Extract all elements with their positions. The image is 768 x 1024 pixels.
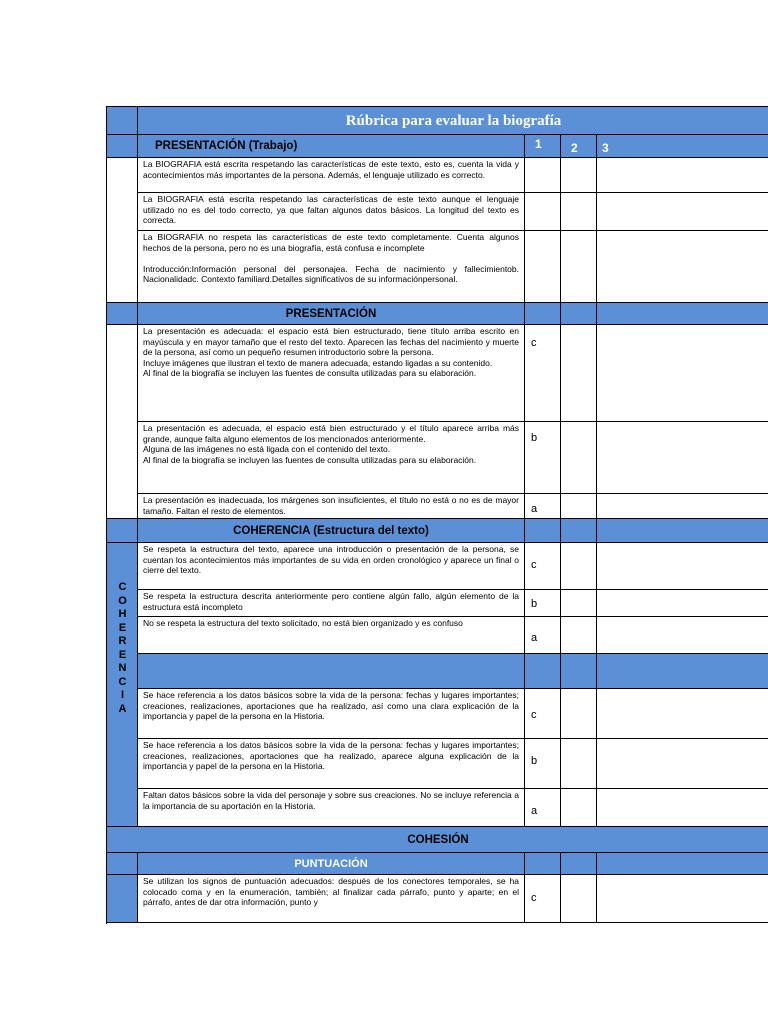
criterion-text: Se respeta la estructura del texto, aparece una introducción o presentación de la persona, se cuentan los acontecimientos más importantes de su vida en orden cronológico y aparece un final o cierre del texto. <box>138 543 525 590</box>
column-cell <box>597 303 768 325</box>
column-cell <box>525 519 561 543</box>
column-cell <box>561 654 597 689</box>
criterion-text: Se hace referencia a los datos básicos sobre la vida de la persona: fechas y lugares importantes; creaciones, realizaciones, aportaciones que ha realizado, así como una clara explicación de la importancia y papel de la persona en la Historia. <box>138 689 525 739</box>
coherencia-vertical-label: C O H E R E N C I A <box>118 581 127 715</box>
criterion-text: Se utilizan los signos de puntuación adecuados: después de los conectores temporales, se ha colocado coma y en la enumeración, también; al finalizar cada párrafo, punto y aparte; en el párrafo, antes de dar otra información, punto y <box>138 875 525 923</box>
column-cell <box>525 853 561 875</box>
left-column-cell <box>107 853 138 875</box>
left-column-cell <box>107 107 138 135</box>
score-label: b <box>525 422 561 494</box>
score-cell-3 <box>597 590 768 617</box>
criterion-text: La presentación es inadecuada, los márgenes son insuficientes, el título no está o no es de mayor tamaño. Faltan el resto de elementos. <box>138 494 525 519</box>
section-header-4: COHESIÓN <box>107 827 768 853</box>
criterion-text: La presentación es adecuada, el espacio está bien estructurado y el título aparece arriba más grande, aunque falta alguno elementos de los mencionados anteriormente. Alguna de las imágenes no está ligada con el contenido del texto. Al final de la biografía se incluyen las fuentes de consulta utilizadas para su elaboración. <box>138 422 525 494</box>
left-column-cell <box>107 303 138 325</box>
score-cell-3 <box>597 494 768 519</box>
left-column-cell <box>107 519 138 543</box>
score-cell-3 <box>597 739 768 789</box>
score-label: a <box>525 494 561 519</box>
criterion-text: La presentación es adecuada: el espacio está bien estructurado, tiene título arriba escrito en mayúscula y en mayor tamaño que el resto del texto. Aparecen las fechas del nacimiento y muerte de la persona, así como un pequeño resumen introductorio sobre la persona. Incluye imágenes que ilustran el texto de manera adecuada, estando ligadas a su contenido. Al final de la biografía se incluyen las fuentes de consulta utilizadas para su elaboración. <box>138 325 525 422</box>
section-header-5: PUNTUACIÓN <box>138 853 525 875</box>
column-cell <box>597 654 768 689</box>
score-label: c <box>525 875 561 923</box>
score-label: a <box>525 617 561 654</box>
score-cell-3 <box>597 789 768 827</box>
score-cell-3 <box>597 158 768 193</box>
score-cell-2 <box>561 494 597 519</box>
score-label: c <box>525 325 561 422</box>
score-cell-2 <box>561 875 597 923</box>
criterion-text: No se respeta la estructura del texto solicitado, no está bien organizado y es confuso <box>138 617 525 654</box>
score-label: c <box>525 689 561 739</box>
column-cell <box>561 519 597 543</box>
score-cell-3 <box>597 231 768 303</box>
criterion-text: La BIOGRAFIA no respeta las características de este texto completamente. Cuenta algunos hechos de la persona, pero no es una biografía, está confusa e incomplete Introducción:Información personal del personajea. Fecha de nacimiento y fallecimientob. Nacionalidadc. Contexto familiard.Detalles significativos de su informaciónpersonal. <box>138 231 525 303</box>
score-cell-3 <box>597 422 768 494</box>
score-label: b <box>525 590 561 617</box>
score-cell-2 <box>561 617 597 654</box>
left-column-cell <box>107 325 138 519</box>
section-header-0: PRESENTACIÓN (Trabajo) <box>138 135 525 158</box>
score-cell-2 <box>561 158 597 193</box>
score-cell-3 <box>597 689 768 739</box>
page-title: Rúbrica para evaluar la biografía <box>138 107 768 135</box>
column-cell <box>561 303 597 325</box>
criterion-text: Se respeta la estructura descrita anteriormente pero contiene algún fallo, algún elemento de la estructura está incompleto <box>138 590 525 617</box>
criterion-text: La BIOGRAFIA está escrita respetando las características de este texto aunque el lenguaje utilizado no es del todo correcto, ya que faltan algunos datos básicos. La longitud del texto es correcta. <box>138 193 525 231</box>
column-header-2: 2 <box>561 135 597 158</box>
score-cell-2 <box>561 193 597 231</box>
score-cell-2 <box>561 590 597 617</box>
left-column-cell <box>107 158 138 303</box>
score-label <box>525 231 561 303</box>
score-cell-2 <box>561 231 597 303</box>
criterion-text: Faltan datos básicos sobre la vida del personaje y sobre sus creaciones. No se incluye referencia a la importancia de su aportación en la Historia. <box>138 789 525 827</box>
score-label: b <box>525 739 561 789</box>
column-cell <box>597 519 768 543</box>
section-header-2: COHERENCIA (Estructura del texto) <box>138 519 525 543</box>
score-cell-2 <box>561 422 597 494</box>
score-cell-2 <box>561 689 597 739</box>
criterion-text: Se hace referencia a los datos básicos sobre la vida de la persona: fechas y lugares importantes; creaciones, realizaciones, aportaciones que ha realizado, aparece alguna explicación de la importancia y papel de la persona en la Historia. <box>138 739 525 789</box>
section-header-1: PRESENTACIÓN <box>138 303 525 325</box>
score-cell-2 <box>561 789 597 827</box>
score-label: a <box>525 789 561 827</box>
score-cell-3 <box>597 193 768 231</box>
column-cell <box>525 654 561 689</box>
score-label <box>525 158 561 193</box>
score-cell-3 <box>597 617 768 654</box>
score-cell-2 <box>561 739 597 789</box>
column-cell <box>597 853 768 875</box>
score-cell-2 <box>561 543 597 590</box>
score-label: c <box>525 543 561 590</box>
score-cell-3 <box>597 875 768 923</box>
column-cell <box>561 853 597 875</box>
score-cell-2 <box>561 325 597 422</box>
section-header-3 <box>138 654 525 689</box>
left-column-cell <box>107 875 138 923</box>
criterion-text: La BIOGRAFIA está escrita respetando las características de este texto, esto es, cuenta la vida y acontecimientos más importantes de la persona. Además, el lenguaje utilizado es correcto. <box>138 158 525 193</box>
score-label <box>525 193 561 231</box>
column-cell <box>525 303 561 325</box>
score-cell-3 <box>597 543 768 590</box>
column-header-1: 1 <box>525 135 561 158</box>
column-header-3: 3 <box>597 135 768 158</box>
score-cell-3 <box>597 325 768 422</box>
left-column-cell <box>107 135 138 158</box>
